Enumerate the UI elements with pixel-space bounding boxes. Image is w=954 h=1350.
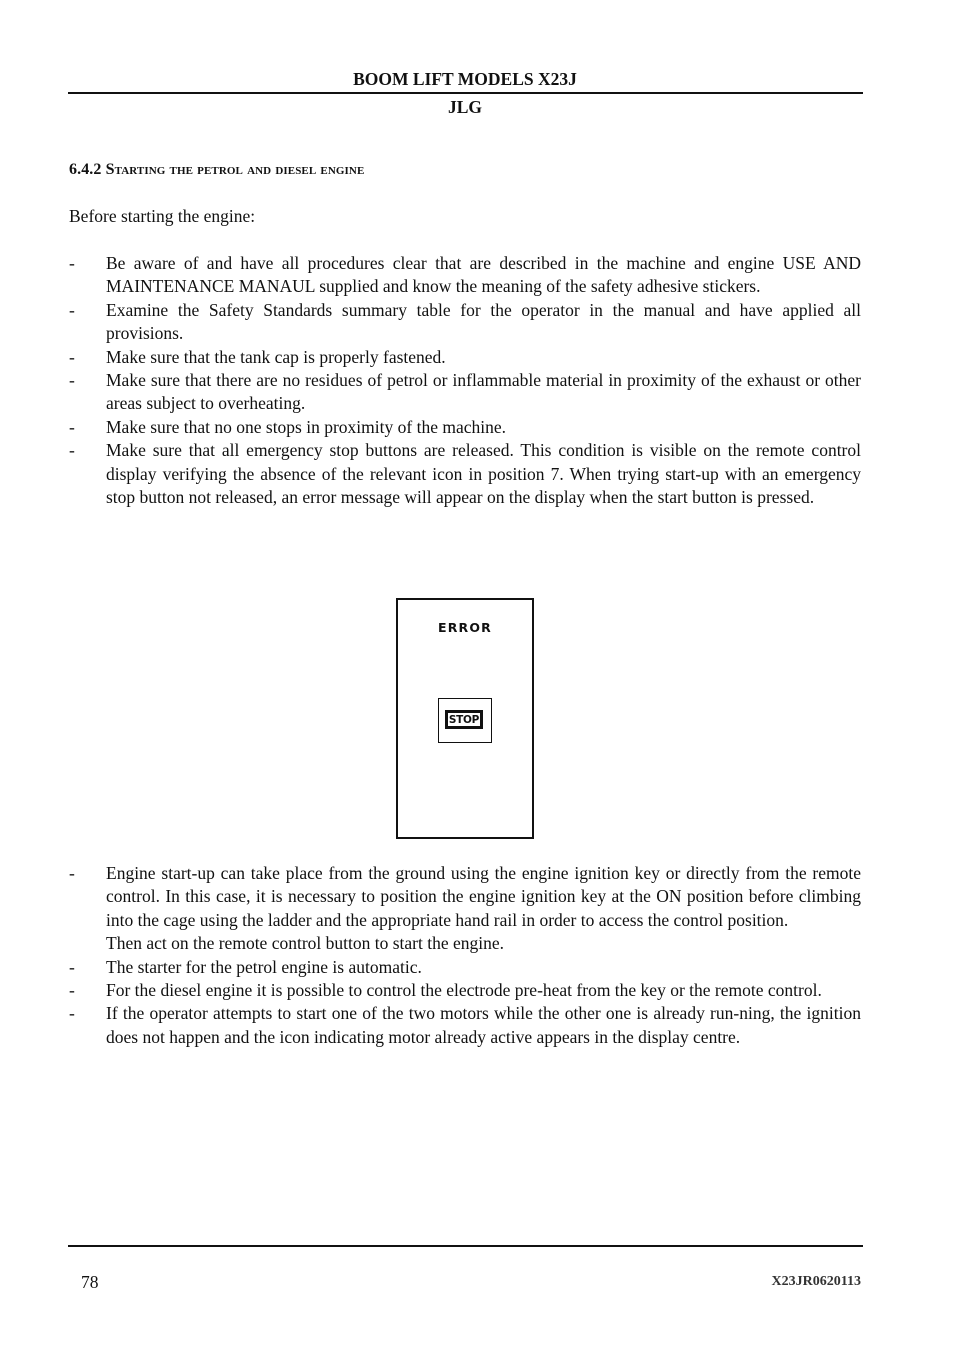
- list-item-text: The starter for the petrol engine is automatic.: [106, 956, 422, 977]
- list-item: [69, 956, 861, 979]
- list-item-text: For the diesel engine it is possible to control the electrode pre-heat from the key or the remote control.: [106, 980, 822, 1001]
- list-item: [69, 252, 861, 299]
- list-item: [69, 416, 861, 439]
- header-brand: JLG: [447, 97, 483, 117]
- list-dash: -: [69, 980, 75, 1001]
- stop-icon-label: STOP: [448, 713, 480, 726]
- footer-divider: [68, 1245, 863, 1247]
- intro-text: Before starting the engine:: [69, 206, 256, 226]
- list-item: [69, 862, 861, 956]
- list-item-text: Make sure that the tank cap is properly fastened.: [106, 346, 446, 367]
- list-item-text: Be aware of and have all procedures clear that are described in the machine and engine USE AND MAINTENANCE MANAUL supplied and know the meaning of the safety adhesive stickers.: [106, 253, 861, 297]
- pre-start-checklist: [69, 252, 861, 509]
- page-number: 78: [81, 1272, 99, 1292]
- list-item: [69, 979, 861, 1002]
- list-item-text: Make sure that all emergency stop buttons are released. This condition is visible on the remote control display verifying the absence of the relevant icon in position 7. When trying start-up with an emergency stop button not released, an error message will appear on the display when the start button is pressed.: [106, 440, 861, 508]
- section-heading: 6.4.2 Starting the petrol and diesel engine: [69, 161, 365, 178]
- list-dash: -: [69, 863, 75, 883]
- header-divider: [68, 92, 863, 94]
- list-item: [69, 439, 861, 509]
- list-item-text: Engine start-up can take place from the ground using the engine ignition key or directly from the remote control. In this case, it is necessary to position the engine ignition key at the ON position before climbing into the cage using the ladder and the appropriate hand rail in order to access the control position.: [106, 863, 861, 930]
- list-item-text: Make sure that no one stops in proximity of the machine.: [106, 416, 506, 437]
- list-dash: -: [69, 440, 75, 461]
- document-code: X23JR0620113: [771, 1274, 861, 1289]
- list-dash: -: [69, 253, 75, 273]
- display-error-title: ERROR: [437, 620, 493, 635]
- remote-display-illustration: [396, 598, 534, 839]
- list-dash: -: [69, 1003, 75, 1024]
- list-dash: -: [69, 299, 75, 320]
- list-dash: -: [69, 346, 75, 367]
- stop-icon-frame: [438, 698, 492, 743]
- list-item-text: Examine the Safety Standards summary table for the operator in the manual and have applied all provisions.: [106, 299, 861, 344]
- list-item-text: Make sure that there are no residues of petrol or inflammable material in proximity of the exhaust or other areas subject to overheating.: [106, 370, 861, 414]
- stop-icon: [445, 710, 483, 729]
- list-item: [69, 369, 861, 416]
- list-item-text: If the operator attempts to start one of the two motors while the other one is already run-ning, the ignition does not happen and the icon indicating motor already active appears in the display centre.: [106, 1003, 861, 1047]
- list-dash: -: [69, 956, 75, 977]
- list-item-text: Then act on the remote control button to start the engine.: [106, 933, 505, 954]
- list-dash: -: [69, 416, 75, 437]
- list-item: [69, 1002, 861, 1049]
- startup-notes-list: [69, 862, 861, 1049]
- list-dash: -: [69, 370, 75, 391]
- header-title: BOOM LIFT MODELS X23J: [353, 69, 577, 89]
- list-item: [69, 299, 861, 346]
- list-item: [69, 346, 861, 369]
